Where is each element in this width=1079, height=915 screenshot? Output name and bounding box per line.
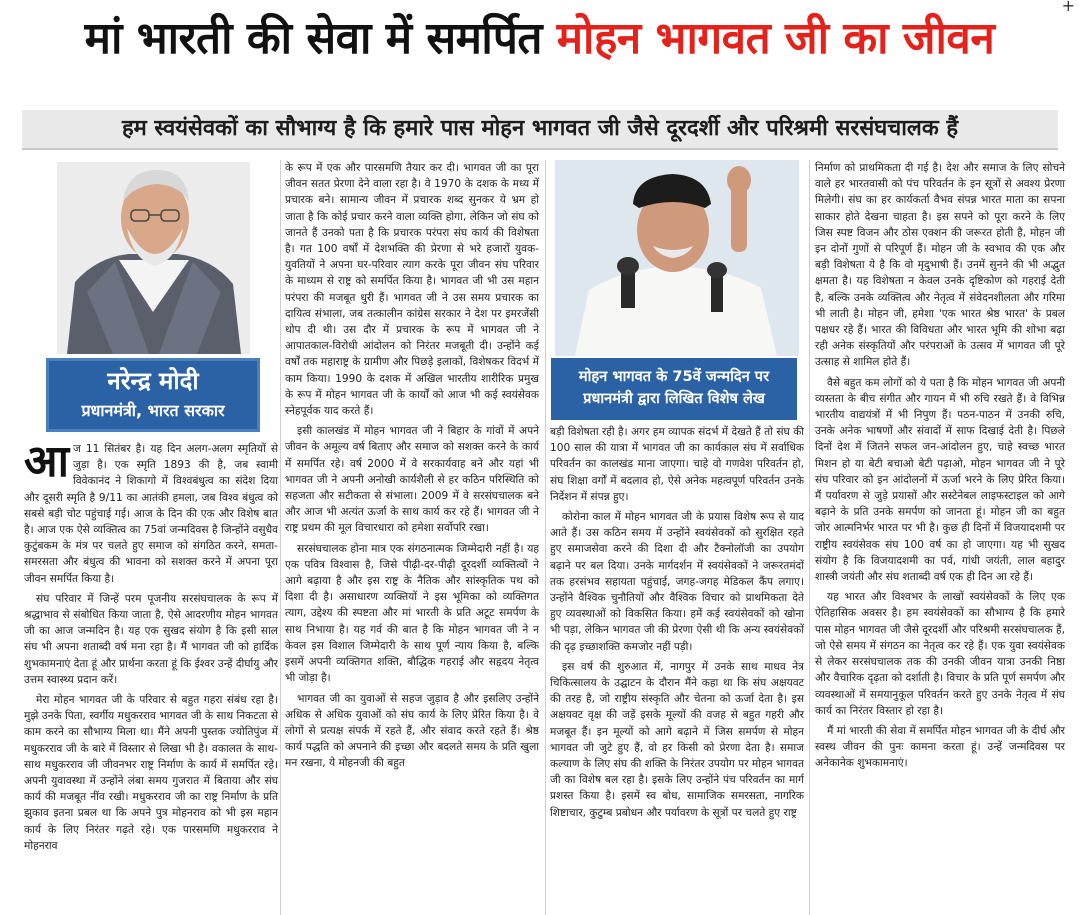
paragraph: संघ परिवार में जिन्हें परम पूजनीय सरसंघचालक के रूप में श्रद्धाभाव से संबोधित किया जाता है, ऐसे आदरणीय मोहन भागवत जी का आज जन्मदिन है। यह एक सुखद संयोग है कि इसी साल संघ भी अपना शताब्दी वर्ष मना रहा है। मैं भागवत जी को हार्दिक शुभकामनाएं देता हूं और प्रार्थना करता हूं कि ईश्वर उन्हें दीर्घायु और उत्तम स्वास्थ्य प्रदान करें। <box>24 592 278 686</box>
author-role: प्रधानमंत्री, भारत सरकार <box>81 401 225 420</box>
plus-icon: + <box>1061 0 1075 15</box>
paragraph: बड़ी विशेषता रही है। अगर हम व्यापक संदर्भ में देखते हैं तो संघ की 100 साल की यात्रा में भागवत जी का कार्यकाल संघ में सर्वाधिक परिवर्तन का कालखंड माना जाएगा। चाहे वो गणवेश परिवर्तन हो, संघ शिक्षा वर्गों में बदलाव हो, ऐसे अनेक महत्वपूर्ण परिवर्तन उनके निर्देशन में संपन्न हुए। <box>550 426 804 503</box>
headline-black-part: मां भारती की सेवा में समर्पित <box>84 13 542 64</box>
bhagwat-photo-image <box>555 160 799 356</box>
column-divider <box>809 160 810 915</box>
article-column-4 <box>815 160 1065 915</box>
subheadline: हम स्वयंसेवकों का सौभाग्य है कि हमारे पास मोहन भागवत जी जैसे दूरदर्शी और परिश्रमी सरसंघचालक हैं <box>22 110 1058 150</box>
article-column-2 <box>285 160 539 915</box>
author-name: नरेन्द्र मोदी <box>107 367 199 395</box>
column-divider <box>545 160 546 915</box>
paragraph <box>24 441 278 587</box>
photo-caption-line-2: प्रधानमंत्री द्वारा लिखित विशेष लेख <box>583 390 765 407</box>
drop-cap: आ <box>24 441 69 487</box>
paragraph-text: ज 11 सितंबर है। यह दिन अलग-अलग स्मृतियों से जुड़ा है। एक स्मृति 1893 की है, जब स्वामी विवेकानंद ने शिकागो में विश्वबंधुत्व का संदेश दिया और दूसरी स्मृति है 9/11 का आतंकी हमला, जब विश्व बंधुत्व को सबसे बड़ी चोट पहुंचाई गई। आज के दिन की एक और विशेष बात है। आज एक ऐसे व्यक्तित्व का 75वां जन्मदिवस है जिन्होंने वसुधैव कुटुंबकम के मंत्र पर चलते हुए समाज को संगठित करने, समता-समरसता और बंधुत्व की भावना को सशक्त करने में अपना पूरा जीवन समर्पित किया है। <box>24 443 278 585</box>
photo-caption-line-1: मोहन भागवत के 75वें जन्मदिन पर <box>578 368 770 385</box>
paragraph: कोरोना काल में मोहन भागवत जी के प्रयास विशेष रूप से याद आते हैं। उस कठिन समय में उन्होंने स्वयंसेवकों को सुरक्षित रहते हुए समाजसेवा करने की दिशा दी और टैक्नोलॉजी का उपयोग बढ़ाने पर बल दिया। उनके मार्गदर्शन में स्वयंसेवकों ने जरूरतमंदों तक हरसंभव सहायता पहुंचाई, जगह-जगह मेडिकल कैंप लगाए। उन्होंने वैश्विक चुनौतियों और वैश्विक विचार को प्राथमिकता देते हुए व्यवस्थाओं को विकसित किया। हमें कई स्वयंसेवकों को खोना भी पड़ा, लेकिन भागवत जी की प्रेरणा ऐसी थी कि अन्य स्वयंसेवकों की दृढ़ इच्छाशक्ति कमजोर नहीं पड़ी। <box>550 511 804 653</box>
author-caption-box <box>46 358 260 432</box>
paragraph: यह भारत और विश्वभर के लाखों स्वयंसेवकों के लिए एक ऐतिहासिक अवसर है। हम स्वयंसेवकों का सौभाग्य है कि हमारे पास मोहन भागवत जी जैसे दूरदर्शी और परिश्रमी सरसंघचालक हैं, जो ऐसे समय में संगठन का नेतृत्व कर रहे हैं। एक युवा स्वयंसेवक से लेकर सरसंघचालक तक की उनकी जीवन यात्रा उनकी निष्ठा और वैचारिक दृढ़ता को दर्शाती है। विचार के प्रति पूर्ण समर्पण और व्यवस्थाओं में समयानुकूल परिवर्तन करते हुए उनके नेतृत्व में संघ कार्य का निरंतर विस्तार हो रहा है। <box>815 591 1065 717</box>
paragraph: इसी कालखंड में मोहन भागवत जी ने बिहार के गांवों में अपने जीवन के अमूल्य वर्ष बिताए और समाज को सशक्त करने के कार्य में समर्पित रहे। वर्ष 2000 में वे सरकार्यवाह बने और यहां भी भागवत जी ने अपनी अनोखी कार्यशैली से हर कठिन परिस्थिति को सहजता और सटीकता से संभाला। 2009 में वे सरसंघचालक बने और आज भी अत्यंत ऊर्जा के साथ कार्य कर रहे हैं। भागवत जी ने राष्ट्र प्रथम की मूल विचारधारा को हमेशा सर्वोपरि रखा। <box>285 425 539 535</box>
author-portrait-image <box>57 162 250 354</box>
article-column-1 <box>24 441 278 915</box>
paragraph: भागवत जी का युवाओं से सहज जुड़ाव है और इसलिए उन्होंने अधिक से अधिक युवाओं को संघ कार्य के लिए प्रेरित किया है। वे लोगों से प्रत्यक्ष संपर्क में रहते हैं, और संवाद करते रहते हैं। श्रेष्ठ कार्य पद्धति को अपनाने की इच्छा और बदलते समय के प्रति खुला मन रखना, ये मोहनजी की बहुत <box>285 692 539 770</box>
paragraph: वैसे बहुत कम लोगों को ये पता है कि मोहन भागवत जी अपनी व्यस्तता के बीच संगीत और गायन में भी रुचि रखते हैं। वे विभिन्न भारतीय वाद्ययंत्रों में भी निपुण हैं। पठन-पाठन में उनकी रुचि, उनके अनेक भाषणों और संवादों में साफ दिखाई देती है। पिछले दिनों देश में जितने सफल जन-आंदोलन हुए, चाहे स्वच्छ भारत मिशन हो या बेटी बचाओ बेटी पढ़ाओ, मोहन भागवत जी ने पूरे संघ परिवार को इन आंदोलनों में ऊर्जा भरने के लिए प्रेरित किया। मैं पर्यावरण से जुड़े प्रयासों और सस्टेनेबल लाइफस्टाइल को आगे बढ़ाने के प्रति उनके समर्पण को जानता हूं। मोहन जी का बहुत जोर आत्मनिर्भर भारत पर भी है। कुछ ही दिनों में विजयादशमी पर राष्ट्रीय स्वयंसेवक संघ 100 वर्ष का हो जाएगा। यह भी सुखद संयोग है कि विजयादशमी का पर्व, गांधी जयंती, लाल बहादुर शास्त्री जयंती और संघ शताब्दी वर्ष एक ही दिन आ रहे हैं। <box>815 376 1065 584</box>
paragraph: मेरा मोहन भागवत जी के परिवार से बहुत गहरा संबंध रहा है। मुझे उनके पिता, स्वर्गीय मधुकरराव भागवत जी के साथ निकटता से काम करने का सौभाग्य मिला था। मैंने अपनी पुस्तक ज्योतिपुंज में मधुकरराव जी के बारे में विस्तार से लिखा भी है। वकालत के साथ-साथ मधुकरराव जी जीवनभर राष्ट्र निर्माण के कार्य में समर्पित रहे। अपनी युवावस्था में उन्होंने लंबा समय गुजरात में बिताया और संघ कार्य की मजबूत नींव रखी। मधुकरराव जी का राष्ट्र निर्माण के प्रति झुकाव इतना प्रबल था कि अपने पुत्र मोहनराव को भी इस महान कार्य के लिए निरंतर गढ़ते रहे। एक पारसमणि मधुकरराव ने मोहनराव <box>24 694 278 852</box>
article-column-3 <box>550 424 804 915</box>
paragraph: के रूप में एक और पारसमणि तैयार कर दी। भागवत जी का पूरा जीवन सतत प्रेरणा देने वाला रहा है। वे 1970 के दशक के मध्य में प्रचारक बने। सामान्य जीवन में प्रचारक शब्द सुनकर ये भ्रम हो जाता है कि कोई प्रचार करने वाला व्यक्ति होगा, लेकिन जो संघ को जानते हैं उनको पता है कि प्रचारक परंपरा संघ कार्य की विशेषता है। गत 100 वर्षों में देशभक्ति की प्रेरणा से भरे हजारों युवक-युवतियों ने अपना घर-परिवार त्याग करके पूरा जीवन संघ परिवार के माध्यम से राष्ट्र को समर्पित किया है। भागवत जी भी उस महान परंपरा की मजबूत धुरी हैं। भागवत जी ने उस समय प्रचारक का दायित्व संभाला, जब तत्कालीन कांग्रेस सरकार ने देश पर इमरजेंसी थोप दी थी। उस दौर में प्रचारक के रूप में भागवत जी ने आपातकाल-विरोधी आंदोलन को निरंतर मजबूती दी। उन्होंने कई वर्षों तक महाराष्ट्र के ग्रामीण और पिछड़े इलाकों, विशेषकर विदर्भ में काम किया। 1990 के दशक में अखिल भारतीय शारीरिक प्रमुख के रूप में मोहन भागवत जी के कार्यों को आज भी कई स्वयंसेवक स्नेहपूर्वक याद करते हैं। <box>285 162 539 418</box>
author-portrait <box>57 162 250 354</box>
paragraph: निर्माण को प्राथमिकता दी गई है। देश और समाज के लिए सोचने वाले हर भारतवासी को पंच परिवर्तन के इन सूत्रों से अवश्य प्रेरणा मिलेगी। संघ का हर कार्यकर्ता वैभव संपन्न भारत माता का सपना साकार होते देखना चाहता है। इस सपने को पूरा करने के लिए जिस स्पष्ट विजन और ठोस एक्शन की जरूरत होती है, मोहन जी इन दोनों गुणों से परिपूर्ण हैं। मोहन जी के स्वभाव की एक और बड़ी विशेषता ये है कि वो मृदुभाषी हैं। उनमें सुनने की भी अद्भुत क्षमता है। यह विशेषता न केवल उनके दृष्टिकोण को गहराई देती है, बल्कि उनके व्यक्तित्व और नेतृत्व में संवेदनशीलता और गरिमा भी लाती है। मोहन जी, हमेशा 'एक भारत श्रेष्ठ भारत' के प्रबल पक्षधर रहे हैं। भारत की विविधता और भारत भूमि की शोभा बढ़ा रही अनेक संस्कृतियों और परंपराओं के उत्सव में भागवत जी पूरे उत्साह से शामिल होते हैं। <box>815 162 1065 369</box>
headline-red-part: मोहन भागवत जी का जीवन <box>556 13 995 64</box>
bhagwat-photo <box>555 160 799 356</box>
column-divider <box>280 160 281 915</box>
paragraph: इस वर्ष की शुरुआत में, नागपुर में उनके साथ माधव नेत्र चिकित्सालय के उद्घाटन के दौरान मैंने कहा था कि संघ अक्षयवट की तरह है, जो राष्ट्रीय संस्कृति और चेतना को ऊर्जा देता है। इस अक्षयवट वृक्ष की जड़ें इसके मूल्यों की वजह से बहुत गहरी और मजबूत हैं। इन मूल्यों को आगे बढ़ाने में जिस समर्पण से मोहन भागवत जी जुटे हुए हैं, वो हर किसी को प्रेरणा देता है। समाज कल्याण के लिए संघ की शक्ति के निरंतर उपयोग पर मोहन भागवत जी का विशेष बल रहा है। इसके लिए उन्होंने पंच परिवर्तन का मार्ग प्रशस्त किया है। इसमें स्व बोध, सामाजिक समरसता, नागरिक शिष्टाचार, कुटुम्ब प्रबोधन और पर्यावरण के सूत्रों पर चलते हुए राष्ट्र <box>550 660 804 819</box>
paragraph: मैं मां भारती की सेवा में समर्पित मोहन भागवत जी के दीर्घ और स्वस्थ जीवन की पुनः कामना करता हूं। उन्हें जन्मदिवस पर अनेकानेक शुभकामनाएं। <box>815 724 1065 770</box>
photo-caption <box>551 358 797 420</box>
headline <box>0 6 1079 72</box>
paragraph: सरसंघचालक होना मात्र एक संगठनात्मक जिम्मेदारी नहीं है। यह एक पवित्र विश्वास है, जिसे पीढ़ी-दर-पीढ़ी दूरदर्शी व्यक्तित्वों ने आगे बढ़ाया है और इस राष्ट्र के नैतिक और सांस्कृतिक पथ को दिशा दी है। असाधारण व्यक्तियों ने इस भूमिका को व्यक्तिगत त्याग, उद्देश्य की स्पष्टता और मां भारती के प्रति अटूट समर्पण के साथ निभाया है। यह गर्व की बात है कि मोहन भागवत जी ने न केवल इस विशाल जिम्मेदारी के साथ पूर्ण न्याय किया है, बल्कि इसमें अपनी व्यक्तिगत शक्ति, बौद्धिक गहराई और सहृदय नेतृत्व भी जोड़ा है। <box>285 542 539 685</box>
